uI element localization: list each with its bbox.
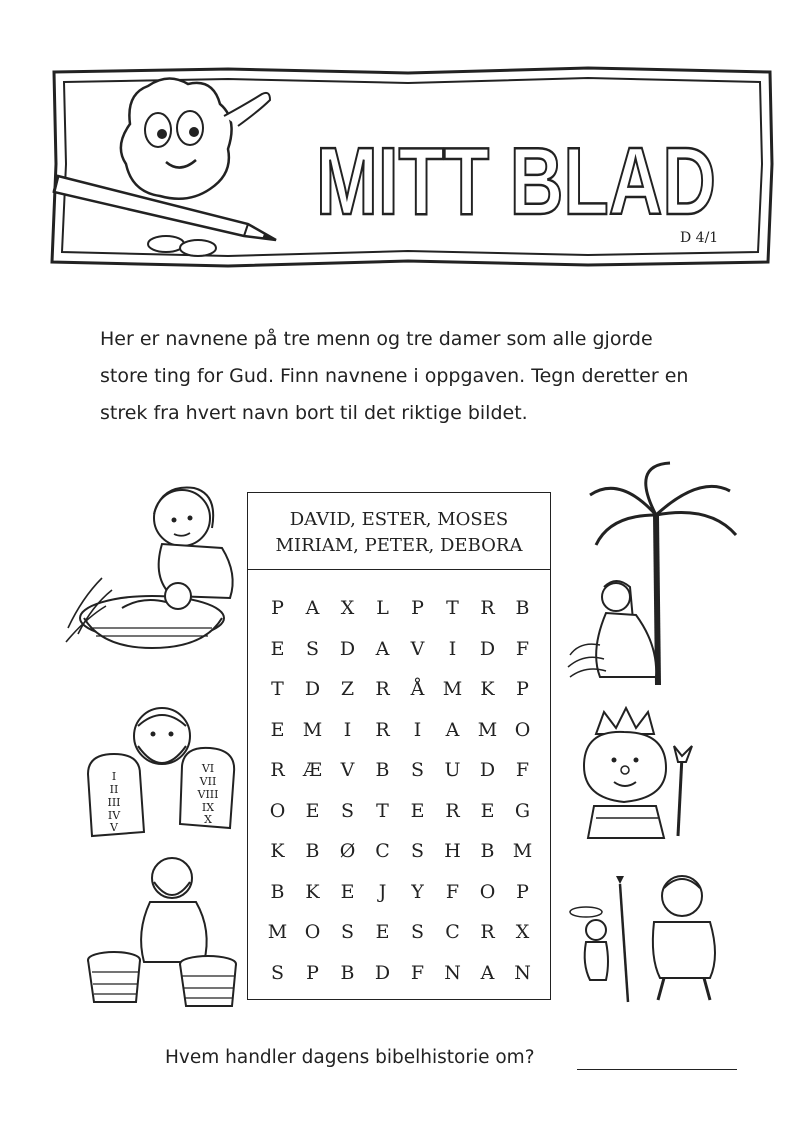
grid-letter[interactable]: J: [378, 880, 387, 903]
grid-letter[interactable]: V: [340, 759, 355, 781]
grid-letter[interactable]: F: [515, 637, 530, 660]
moses-tablets-illustration: [74, 700, 250, 848]
grid-letter[interactable]: H: [444, 840, 461, 862]
grid-letter[interactable]: F: [515, 759, 530, 781]
grid-letter[interactable]: S: [270, 961, 285, 984]
tablet-numeral: I: [111, 770, 117, 783]
grid-letter[interactable]: F: [410, 961, 425, 984]
grid-letter[interactable]: P: [516, 880, 529, 903]
grid-letter[interactable]: E: [375, 921, 390, 943]
grid-row: [260, 678, 540, 719]
footer-question: Hvem handler dagens bibelhistorie om?: [165, 1047, 535, 1068]
grid-letter[interactable]: B: [340, 961, 355, 984]
grid-letter[interactable]: D: [304, 678, 321, 700]
grid-letter[interactable]: Ø: [339, 840, 356, 862]
grid-letter[interactable]: C: [445, 921, 460, 943]
grid-letter[interactable]: L: [376, 597, 389, 619]
tablet-numeral: IV: [107, 809, 121, 822]
grid-row: [260, 719, 540, 760]
grid-row: [260, 921, 540, 962]
grid-letter[interactable]: M: [512, 840, 533, 862]
grid-letter[interactable]: O: [514, 718, 531, 741]
fuzzy-mascot-icon: [54, 78, 276, 256]
letter-grid: [260, 597, 540, 1002]
grid-letter[interactable]: D: [479, 637, 496, 660]
grid-letter[interactable]: B: [515, 597, 530, 619]
grid-letter[interactable]: P: [271, 597, 284, 619]
tablet-numeral: VI: [201, 762, 215, 775]
word-list-line: DAVID, ESTER, MOSES: [289, 509, 509, 530]
grid-letter[interactable]: M: [477, 718, 498, 741]
tablet-numeral: V: [110, 821, 118, 834]
grid-letter[interactable]: U: [444, 759, 461, 781]
word-list-line: MIRIAM, PETER, DEBORA: [275, 535, 523, 556]
grid-letter[interactable]: G: [514, 799, 531, 822]
grid-letter[interactable]: M: [267, 921, 288, 943]
grid-letter[interactable]: T: [446, 597, 459, 619]
grid-row: [260, 800, 540, 841]
grid-letter[interactable]: K: [305, 880, 320, 903]
grid-letter[interactable]: R: [480, 597, 495, 619]
tablet-numeral: X: [204, 813, 212, 826]
tablet-numeral: III: [107, 796, 121, 809]
grid-letter[interactable]: O: [479, 880, 496, 903]
grid-letter[interactable]: P: [411, 597, 424, 619]
intro-line: strek fra hvert navn bort til det riktige bildet.: [100, 402, 528, 424]
grid-letter[interactable]: Y: [411, 880, 424, 903]
intro-line: Her er navnene på tre menn og tre damer som alle gjorde: [100, 328, 653, 350]
grid-letter[interactable]: N: [514, 961, 531, 984]
grid-letter[interactable]: I: [413, 718, 422, 741]
palm-tree-woman-illustration: [560, 455, 760, 695]
grid-letter[interactable]: S: [340, 799, 355, 822]
grid-letter[interactable]: B: [480, 840, 495, 862]
grid-letter[interactable]: S: [410, 921, 425, 943]
grid-letter[interactable]: A: [305, 597, 320, 619]
word-list: [248, 507, 550, 559]
grid-letter[interactable]: S: [340, 921, 355, 943]
grid-letter[interactable]: B: [305, 840, 320, 862]
david-goliath-illustration: [564, 866, 740, 1006]
grid-letter[interactable]: E: [305, 799, 320, 822]
grid-letter[interactable]: B: [375, 759, 390, 781]
grid-letter[interactable]: X: [515, 921, 530, 943]
grid-letter[interactable]: I: [448, 637, 457, 660]
grid-letter[interactable]: A: [375, 637, 390, 660]
grid-letter[interactable]: P: [516, 678, 529, 700]
tablet-numeral: VIII: [197, 788, 219, 801]
grid-letter[interactable]: A: [480, 961, 495, 984]
grid-letter[interactable]: X: [340, 597, 355, 619]
grid-letter[interactable]: E: [270, 637, 285, 660]
page-code: D 4/1: [680, 230, 719, 246]
grid-letter[interactable]: V: [410, 637, 425, 660]
grid-letter[interactable]: B: [270, 880, 285, 903]
grid-letter[interactable]: R: [375, 718, 390, 741]
grid-row: [260, 962, 540, 1003]
tablet-numeral: VII: [199, 775, 217, 788]
grid-letter[interactable]: S: [305, 637, 320, 660]
grid-row: [260, 840, 540, 881]
grid-letter[interactable]: D: [479, 759, 496, 781]
grid-letter[interactable]: Z: [340, 678, 355, 700]
grid-row: [260, 638, 540, 679]
grid-letter[interactable]: C: [375, 840, 390, 862]
grid-letter[interactable]: F: [445, 880, 460, 903]
grid-letter[interactable]: T: [376, 799, 389, 822]
grid-letter[interactable]: M: [302, 718, 323, 741]
header-banner: [48, 64, 776, 268]
grid-letter[interactable]: K: [270, 840, 285, 862]
grid-letter[interactable]: A: [445, 718, 460, 741]
grid-letter[interactable]: R: [375, 678, 390, 700]
grid-letter[interactable]: D: [339, 637, 356, 660]
grid-letter[interactable]: M: [442, 678, 463, 700]
intro-line: store ting for Gud. Finn navnene i oppgaven. Tegn deretter en: [100, 365, 689, 387]
queen-illustration: [574, 706, 704, 840]
grid-letter[interactable]: I: [343, 718, 352, 741]
grid-letter[interactable]: N: [444, 961, 461, 984]
tablet-numeral: II: [109, 783, 119, 796]
intro-text: [100, 321, 760, 432]
grid-letter[interactable]: O: [269, 799, 286, 822]
grid-letter[interactable]: E: [480, 799, 495, 822]
grid-letter[interactable]: R: [480, 921, 495, 943]
grid-letter[interactable]: R: [270, 759, 285, 781]
grid-letter[interactable]: E: [340, 880, 355, 903]
grid-letter[interactable]: S: [410, 840, 425, 862]
banner-title: MITT BLAD: [316, 128, 716, 235]
grid-letter[interactable]: K: [480, 678, 495, 700]
grid-letter[interactable]: E: [270, 718, 285, 741]
grid-letter[interactable]: O: [304, 921, 321, 943]
grid-letter[interactable]: Æ: [302, 759, 323, 781]
fisherman-illustration: [84, 852, 244, 1012]
grid-letter[interactable]: T: [271, 678, 284, 700]
grid-row: [260, 759, 540, 800]
divider: [248, 569, 550, 570]
grid-letter[interactable]: D: [374, 961, 391, 984]
grid-row: [260, 597, 540, 638]
grid-letter[interactable]: Å: [410, 678, 425, 700]
banner-frame: [48, 64, 776, 268]
grid-row: [260, 881, 540, 922]
word-search-puzzle: [247, 492, 551, 1000]
grid-letter[interactable]: P: [306, 961, 319, 984]
answer-line[interactable]: [577, 1069, 737, 1070]
grid-letter[interactable]: S: [410, 759, 425, 781]
tablet-numeral: IX: [201, 801, 215, 814]
grid-letter[interactable]: E: [410, 799, 425, 822]
grid-letter[interactable]: R: [445, 799, 460, 822]
baby-in-basket-illustration: [62, 478, 250, 658]
